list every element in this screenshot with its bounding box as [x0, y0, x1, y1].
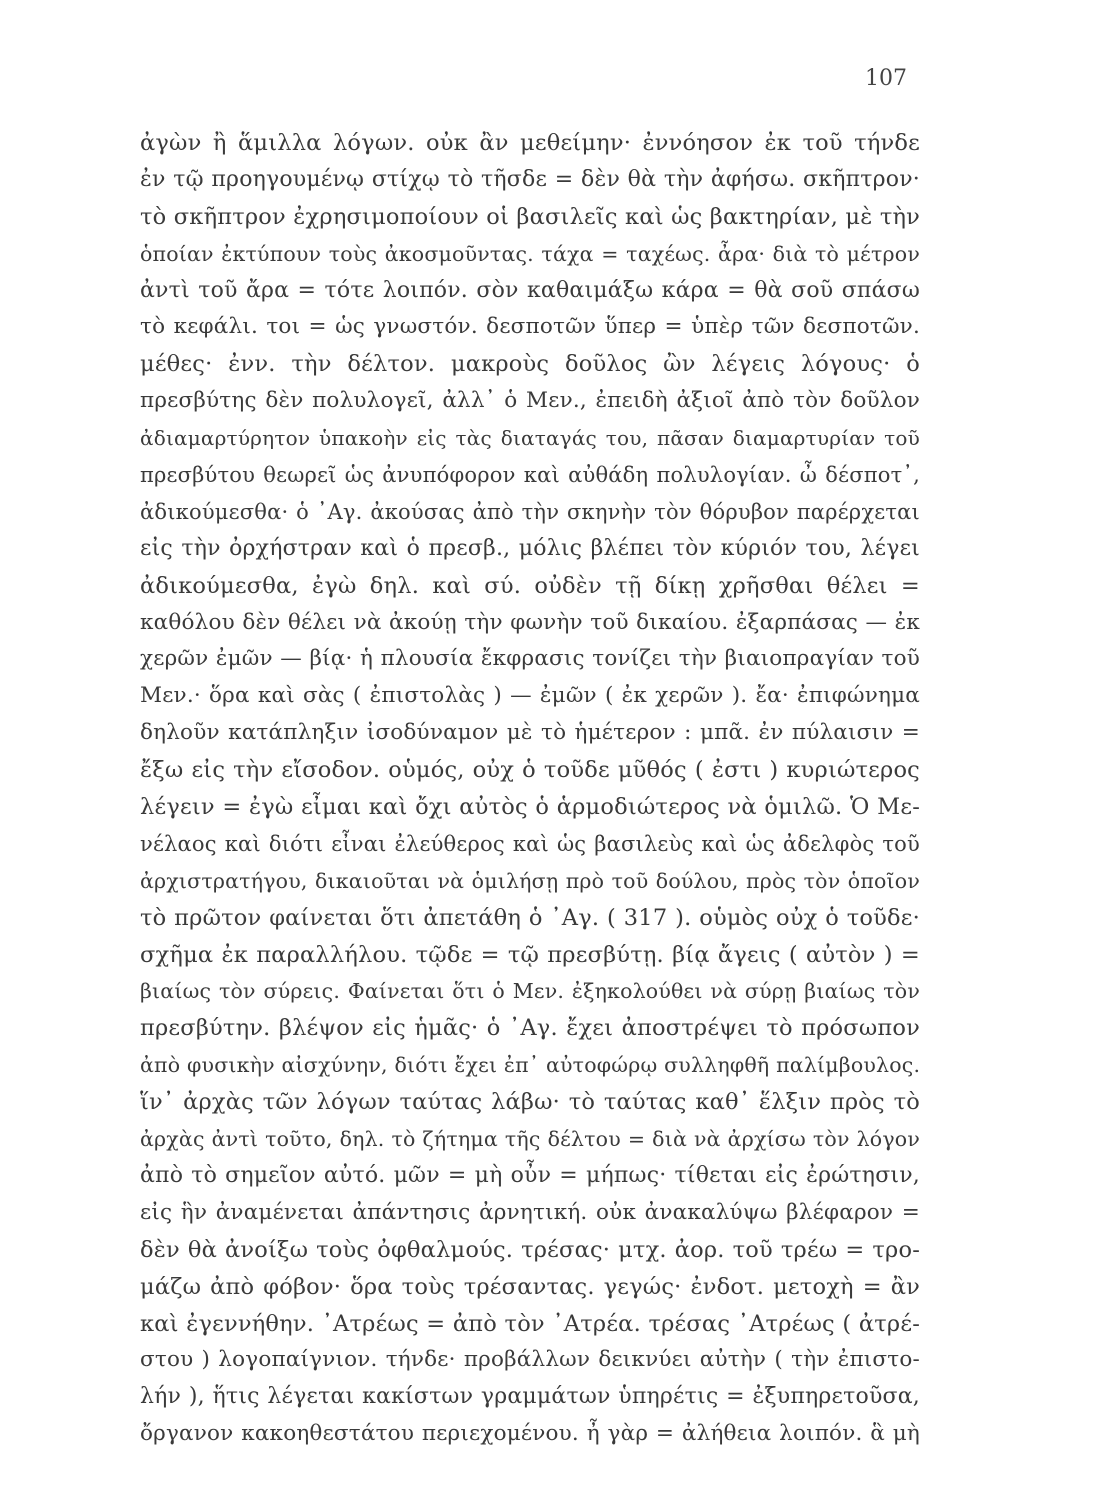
text-line: εἰς ἣν ἀναμένεται ἀπάντησις ἀρνητική. οὐκ ἀνακαλύψω βλέφαρον =: [140, 1199, 920, 1225]
text-line: χερῶν ἐμῶν — βίᾳ· ἡ πλουσία ἔκφρασις τονίζει τὴν βιαιοπραγίαν τοῦ: [140, 646, 920, 672]
text-line: ἔξω εἰς τὴν εἴσοδον. οὑμός, οὐχ ὁ τοῦδε μῦθός ( ἐστι ) κυριώτερος: [140, 757, 920, 784]
text-line: εἰς τὴν ὀρχήστραν καὶ ὁ πρεσβ., μόλις βλέπει τὸν κύριόν του, λέγει: [140, 535, 920, 561]
text-line: νέλαος καὶ διότι εἶναι ἐλεύθερος καὶ ὡς βασιλεὺς καὶ ὡς ἀδελφὸς τοῦ: [140, 831, 920, 856]
text-line: ἀρχὰς ἀντὶ τοῦτο, δηλ. τὸ ζήτημα τῆς δέλτου = διὰ νὰ ἀρχίσω τὸν λόγον: [140, 1127, 920, 1152]
text-line: ὄργανον κακοηθεστάτου περιεχομένου. ἦ γὰρ = ἀλήθεια λοιπόν. ἃ μὴ: [140, 1421, 920, 1447]
text-line: βιαίως τὸν σύρεις. Φαίνεται ὅτι ὁ Μεν. ἐξηκολούθει νὰ σύρῃ βιαίως τὸν: [140, 979, 920, 1004]
text-line: δηλοῦν κατάπληξιν ἰσοδύναμον μὲ τὸ ἡμέτερον : μπᾶ. ἐν πύλαισιν =: [140, 720, 920, 746]
text-line: λήν ), ἥτις λέγεται κακίστων γραμμάτων ὑπηρέτις = ἐξυπηρετοῦσα,: [140, 1384, 920, 1410]
commentary-text: [140, 125, 920, 1453]
text-line: μέθες· ἐνν. τὴν δέλτον. μακροὺς δοῦλος ὢν λέγεις λόγους· ὁ: [140, 351, 920, 378]
text-line: καὶ ἐγεννήθην. ᾽Ατρέως = ἀπὸ τὸν ᾽Ατρέα. τρέσας ᾽Ατρέως ( ἀτρέ-: [140, 1310, 920, 1337]
text-line: πρεσβύτην. βλέψον εἰς ἡμᾶς· ὁ ᾽Αγ. ἔχει ἀποστρέψει τὸ πρόσωπον: [140, 1015, 920, 1042]
text-line: ἀρχιστρατήγου, δικαιοῦται νὰ ὁμιλήσῃ πρὸ τοῦ δούλου, πρὸς τὸν ὁποῖον: [140, 868, 920, 893]
text-line: ἵν᾽ ἀρχὰς τῶν λόγων ταύτας λάβω· τὸ ταύτας καθ᾽ ἕλξιν πρὸς τὸ: [140, 1089, 920, 1116]
text-line: καθόλου δὲν θέλει νὰ ἀκούῃ τὴν φωνὴν τοῦ δικαίου. ἐξαρπάσας — ἐκ: [140, 609, 920, 635]
text-line: λέγειν = ἐγὼ εἶμαι καὶ ὄχι αὐτὸς ὁ ἁρμοδιώτερος νὰ ὁμιλῶ. Ὁ Με-: [140, 794, 920, 821]
text-line: ἀπὸ τὸ σημεῖον αὐτό. μῶν = μὴ οὖν = μήπως· τίθεται εἰς ἐρώτησιν,: [140, 1162, 920, 1188]
text-line: μάζω ἀπὸ φόβον· ὅρα τοὺς τρέσαντας. γεγώς· ἐνδοτ. μετοχὴ = ἂν: [140, 1273, 920, 1300]
text-line: Μεν.· ὅρα καὶ σὰς ( ἐπιστολὰς ) — ἐμῶν ( ἐκ χερῶν ). ἔα· ἐπιφώνημα: [140, 683, 920, 709]
text-line: τὸ κεφάλι. τοι = ὡς γνωστόν. δεσποτῶν ὕπερ = ὑπὲρ τῶν δεσποτῶν.: [140, 314, 920, 340]
text-line: τὸ σκῆπτρον ἐχρησιμοποίουν οἱ βασιλεῖς καὶ ὡς βακτηρίαν, μὲ τὴν: [140, 203, 921, 230]
text-line: ὁποίαν ἐκτύπουν τοὺς ἀκοσμοῦντας. τάχα = ταχέως. ἆρα· διὰ τὸ μέτρον: [140, 241, 920, 266]
text-line: σχῆμα ἐκ παραλλήλου. τῷδε = τῷ πρεσβύτῃ. βίᾳ ἄγεις ( αὐτὸν ) =: [140, 941, 920, 968]
text-line: στου ) λογοπαίγνιον. τήνδε· προβάλλων δεικνύει αὐτὴν ( τὴν ἐπιστο-: [140, 1347, 920, 1373]
text-line: ἐν τῷ προηγουμένῳ στίχῳ τὸ τῆσδε = δὲν θὰ τὴν ἀφήσω. σκῆπτρον·: [140, 166, 920, 192]
text-line: ἀπὸ φυσικὴν αἰσχύνην, διότι ἔχει ἐπ᾽ αὐτοφώρῳ συλληφθῆ παλίμβουλος.: [140, 1053, 921, 1078]
text-line: ἀντὶ τοῦ ἄρα = τότε λοιπόν. σὸν καθαιμάξω κάρα = θὰ σοῦ σπάσω: [140, 277, 920, 303]
text-line: πρεσβύτης δὲν πολυλογεῖ, ἀλλ᾽ ὁ Μεν., ἐπειδὴ ἀξιοῖ ἀπὸ τὸν δοῦλον: [140, 388, 920, 414]
text-line: ἀδικούμεσθα, ἐγὼ δηλ. καὶ σύ. οὐδὲν τῇ δίκῃ χρῆσθαι θέλει =: [140, 572, 920, 599]
text-line: ἀγὼν ἢ ἅμιλλα λόγων. οὐκ ἂν μεθείμην· ἐννόησον ἐκ τοῦ τήνδε: [140, 130, 920, 156]
text-line: ἀδιαμαρτύρητον ὑπακοὴν εἰς τὰς διαταγάς του, πᾶσαν διαμαρτυρίαν τοῦ: [140, 426, 920, 451]
text-line: ἀδικούμεσθα· ὁ ᾽Αγ. ἀκούσας ἀπὸ τὴν σκηνὴν τὸν θόρυβον παρέρχεται: [140, 499, 920, 524]
page-number: 107: [865, 66, 907, 91]
text-line: πρεσβύτου θεωρεῖ ὡς ἀνυπόφορον καὶ αὐθάδη πολυλογίαν. ὦ δέσποτ᾽,: [140, 463, 920, 488]
text-line: τὸ πρῶτον φαίνεται ὅτι ἀπετάθη ὁ ᾽Αγ. ( 317 ). οὑμὸς οὐχ ὁ τοῦδε·: [140, 904, 920, 931]
text-line: δὲν θὰ ἀνοίξω τοὺς ὀφθαλμούς. τρέσας· μτχ. ἀορ. τοῦ τρέω = τρο-: [140, 1236, 920, 1263]
